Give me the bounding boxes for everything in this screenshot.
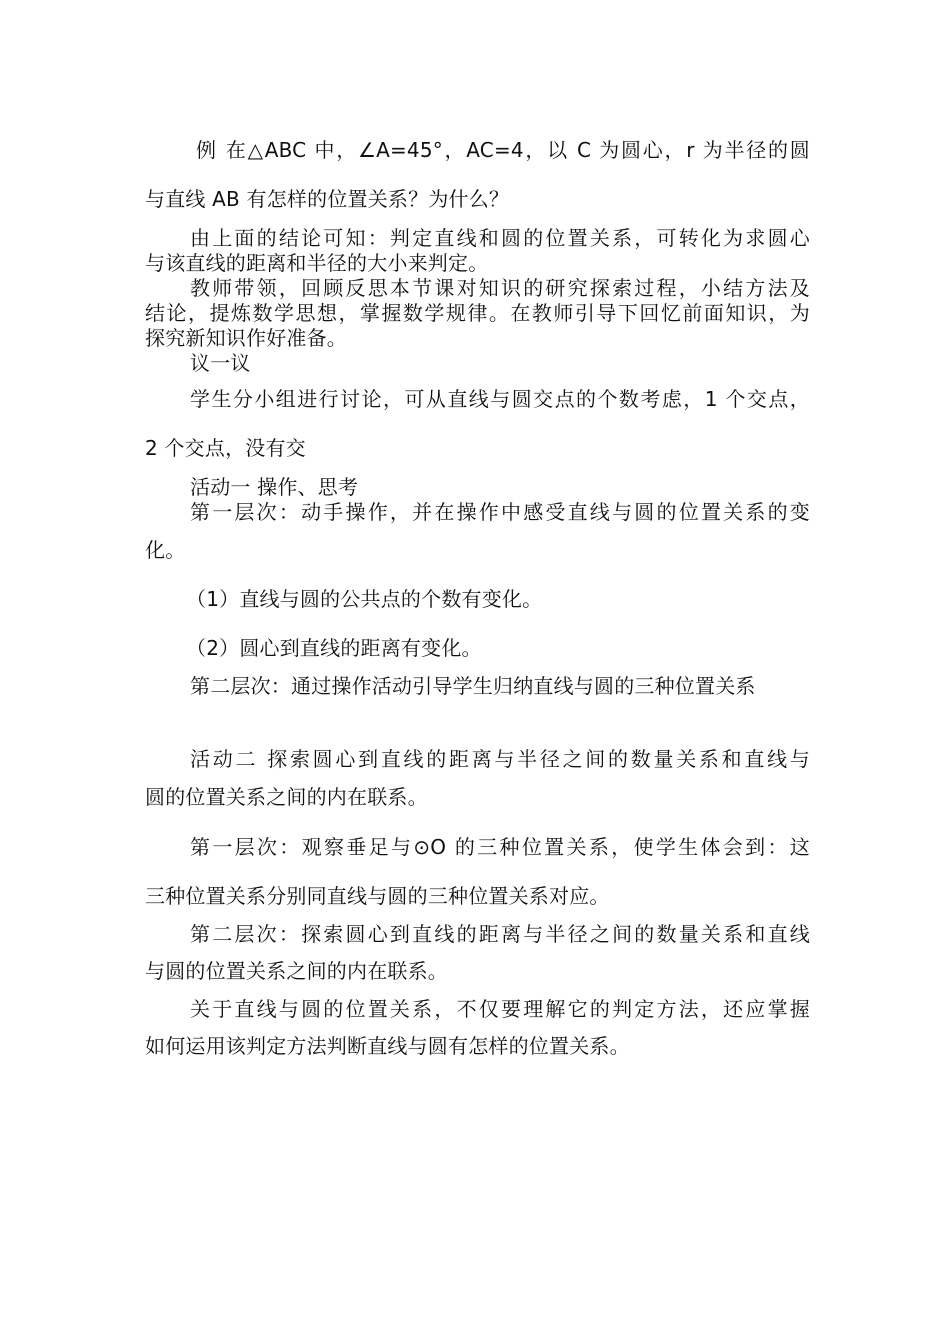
- activity-one-item-2: （2）圆心到直线的距离有变化。: [186, 636, 482, 660]
- activity-one-level-two: 第二层次：通过操作活动引导学生归纳直线与圆的三种位置关系: [190, 674, 756, 698]
- teacher-summary-line-2: 结论，提炼数学思想，掌握数学规律。在教师引导下回忆前面知识，为: [145, 301, 810, 325]
- activity-two-heading-line-1: 活动二 探索圆心到直线的距离与半径之间的数量关系和直线与: [190, 747, 810, 771]
- activity-one-item-1: （1）直线与圆的公共点的个数有变化。: [186, 587, 543, 611]
- conclusion-line-1: 由上面的结论可知：判定直线和圆的位置关系，可转化为求圆心: [190, 226, 810, 250]
- activity-one-level-one-line-1: 第一层次：动手操作，并在操作中感受直线与圆的位置关系的变: [190, 500, 810, 524]
- closing-line-1: 关于直线与圆的位置关系，不仅要理解它的判定方法，还应掌握: [190, 997, 810, 1021]
- discussion-heading: 议一议: [190, 351, 251, 375]
- activity-one-level-one-line-2: 化。: [145, 538, 186, 562]
- activity-two-level-two-line-2: 与圆的位置关系之间的内在联系。: [145, 959, 448, 983]
- example-problem-line-2: 与直线 AB 有怎样的位置关系？为什么？: [145, 187, 510, 211]
- activity-two-level-two-line-1: 第二层次：探索圆心到直线的距离与半径之间的数量关系和直线: [190, 922, 810, 946]
- activity-one-heading: 活动一 操作、思考: [190, 475, 359, 499]
- discussion-line-1: 学生分小组进行讨论，可从直线与圆交点的个数考虑，1 个交点，: [190, 387, 810, 411]
- conclusion-line-2: 与该直线的距离和半径的大小来判定。: [145, 251, 489, 275]
- closing-line-2: 如何运用该判定方法判断直线与圆有怎样的位置关系。: [145, 1034, 630, 1058]
- teacher-summary-line-3: 探究新知识作好准备。: [145, 326, 347, 350]
- activity-two-heading-line-2: 圆的位置关系之间的内在联系。: [145, 785, 428, 809]
- activity-two-level-one-line-2: 三种位置关系分别同直线与圆的三种位置关系对应。: [145, 884, 610, 908]
- discussion-line-2: 2 个交点，没有交: [145, 436, 306, 460]
- example-problem-line-1: 例 在△ABC 中，∠A=45°，AC=4，以 C 为圆心，r 为半径的圆: [196, 138, 810, 162]
- activity-two-level-one-line-1: 第一层次：观察垂足与⊙O 的三种位置关系，使学生体会到：这: [190, 835, 810, 859]
- teacher-summary-line-1: 教师带领，回顾反思本节课对知识的研究探索过程，小结方法及: [190, 276, 810, 300]
